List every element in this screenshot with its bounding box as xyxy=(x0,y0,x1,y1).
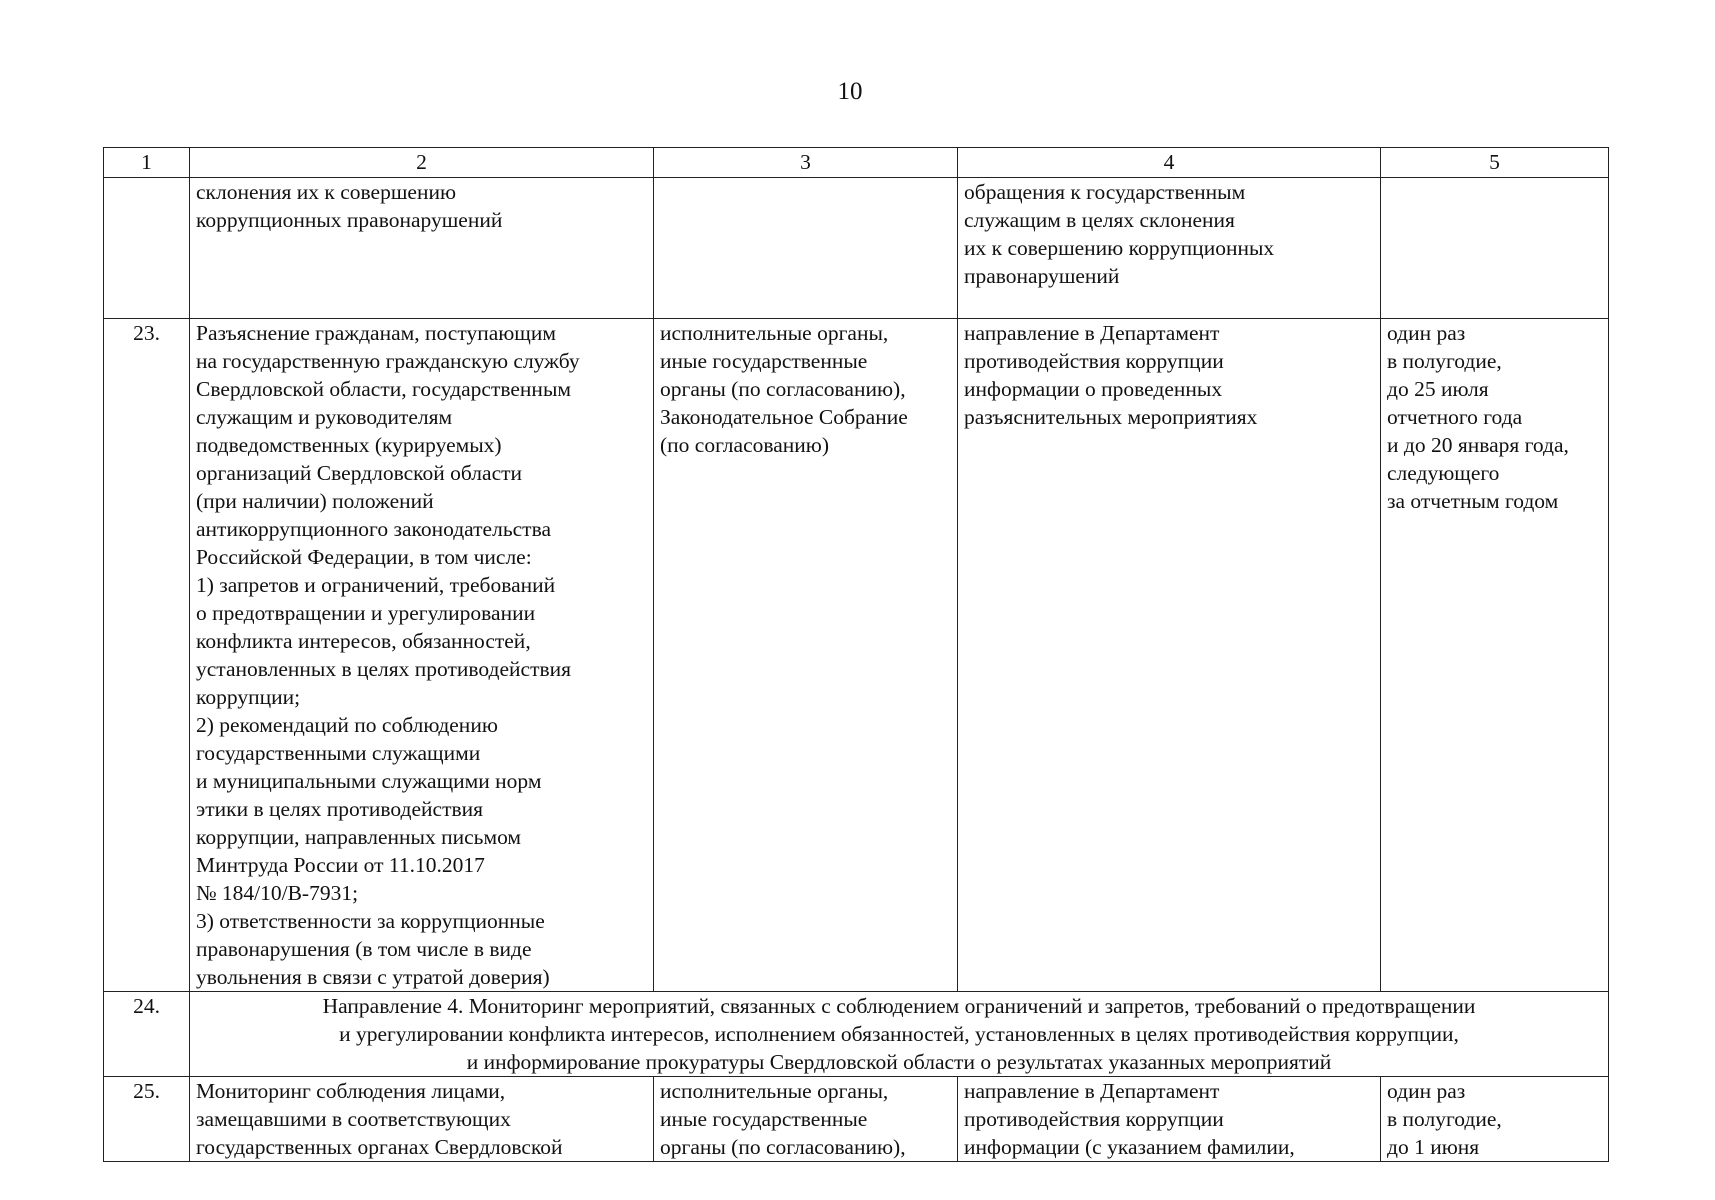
text-line: (по согласованию) xyxy=(660,433,830,457)
row-number-cell: 25. xyxy=(104,1077,190,1162)
text-line: Мониторинг соблюдения лицами, xyxy=(196,1079,506,1103)
text-line: установленных в целях противодействия xyxy=(196,657,572,681)
text-line: в полугодие, xyxy=(1387,349,1502,373)
text-line: и информирование прокуратуры Свердловской области о результатах указанных мероприятий xyxy=(466,1050,1332,1074)
text-line: исполнительные органы, xyxy=(660,321,889,345)
text-line: отчетного года xyxy=(1387,405,1523,429)
executors-cell xyxy=(654,1077,958,1162)
text-line: служащим и руководителям xyxy=(196,405,453,429)
table-row-25 xyxy=(104,1077,1609,1162)
text-line: коррупционных правонарушений xyxy=(196,208,503,232)
text-line: обращения к государственным xyxy=(964,180,1246,204)
table-row-continued xyxy=(104,178,1609,319)
text-line: Минтруда России от 11.10.2017 xyxy=(196,853,485,877)
result-form-cell xyxy=(958,178,1381,319)
deadline-cell xyxy=(1381,1077,1609,1162)
text-line: государственных органах Свердловской xyxy=(196,1135,563,1159)
text-line: 3) ответственности за коррупционные xyxy=(196,909,545,933)
measure-cell xyxy=(190,178,654,319)
result-form-cell xyxy=(958,1077,1381,1162)
text-line: антикоррупционного законодательства xyxy=(196,517,551,541)
deadline-cell xyxy=(1381,319,1609,992)
text-line: правонарушения (в том числе в виде xyxy=(196,937,532,961)
text-line: государственными служащими xyxy=(196,741,481,765)
text-line: информации (с указанием фамилии, xyxy=(964,1135,1295,1159)
row-number-cell: 23. xyxy=(104,319,190,992)
text-line: следующего xyxy=(1387,461,1500,485)
text-line: и муниципальными служащими норм xyxy=(196,769,542,793)
text-line: коррупции; xyxy=(196,685,301,709)
column-header-5: 5 xyxy=(1381,148,1609,178)
executors-cell xyxy=(654,178,958,319)
text-line: иные государственные xyxy=(660,1107,868,1131)
text-line: замещавшими в соответствующих xyxy=(196,1107,511,1131)
text-line: противодействия коррупции xyxy=(964,1107,1224,1131)
measures-table xyxy=(103,147,1609,1162)
deadline-cell xyxy=(1381,178,1609,319)
text-line: Российской Федерации, в том числе: xyxy=(196,545,532,569)
text-line: их к совершению коррупционных xyxy=(964,236,1275,260)
row-number-cell xyxy=(104,178,190,319)
text-line: увольнения в связи с утратой доверия) xyxy=(196,965,550,989)
text-line: 2) рекомендаций по соблюдению xyxy=(196,713,498,737)
table-row-24-section xyxy=(104,992,1609,1077)
text-line: разъяснительных мероприятиях xyxy=(964,405,1258,429)
text-line: Направление 4. Мониторинг мероприятий, связанных с соблюдением ограничений и запретов, требований о предотвращении xyxy=(322,994,1476,1018)
text-line: Свердловской области, государственным xyxy=(196,377,571,401)
text-line: иные государственные xyxy=(660,349,868,373)
text-line: один раз xyxy=(1387,321,1466,345)
text-line: о предотвращении и урегулировании xyxy=(196,601,536,625)
text-line: склонения их к совершению xyxy=(196,180,457,204)
text-line: конфликта интересов, обязанностей, xyxy=(196,629,531,653)
text-line: органы (по согласованию), xyxy=(660,1135,906,1159)
text-line: информации о проведенных xyxy=(964,377,1223,401)
text-line: до 1 июня xyxy=(1387,1135,1480,1159)
measure-cell xyxy=(190,319,654,992)
measure-cell xyxy=(190,1077,654,1162)
text-line: 1) запретов и ограничений, требований xyxy=(196,573,556,597)
page-number: 10 xyxy=(837,78,863,105)
text-line: правонарушений xyxy=(964,264,1120,288)
text-line: Законодательное Собрание xyxy=(660,405,908,429)
result-form-cell xyxy=(958,319,1381,992)
column-number-header-row xyxy=(104,148,1609,178)
text-line: противодействия коррупции xyxy=(964,349,1224,373)
table-row-23 xyxy=(104,319,1609,992)
text-line: на государственную гражданскую службу xyxy=(196,349,580,373)
column-header-1: 1 xyxy=(104,148,190,178)
column-header-3: 3 xyxy=(654,148,958,178)
text-line: № 184/10/В-7931; xyxy=(196,881,359,905)
text-line: направление в Департамент xyxy=(964,321,1220,345)
text-line: служащим в целях склонения xyxy=(964,208,1235,232)
text-line: направление в Департамент xyxy=(964,1079,1220,1103)
column-header-2: 2 xyxy=(190,148,654,178)
text-line: исполнительные органы, xyxy=(660,1079,889,1103)
text-line: в полугодие, xyxy=(1387,1107,1502,1131)
text-line: подведомственных (курируемых) xyxy=(196,433,502,457)
text-line: органы (по согласованию), xyxy=(660,377,906,401)
text-line: и до 20 января года, xyxy=(1387,433,1569,457)
text-line: один раз xyxy=(1387,1079,1466,1103)
text-line: организаций Свердловской области xyxy=(196,461,523,485)
text-line: коррупции, направленных письмом xyxy=(196,825,522,849)
executors-cell xyxy=(654,319,958,992)
section-heading-cell xyxy=(190,992,1609,1077)
column-header-4: 4 xyxy=(958,148,1381,178)
text-line: за отчетным годом xyxy=(1387,489,1559,513)
text-line: и урегулировании конфликта интересов, исполнением обязанностей, установленных в целях противодействия коррупции, xyxy=(339,1022,1459,1046)
row-number-cell: 24. xyxy=(104,992,190,1077)
text-line: этики в целях противодействия xyxy=(196,797,484,821)
text-line: (при наличии) положений xyxy=(196,489,434,513)
text-line: до 25 июля xyxy=(1387,377,1489,401)
text-line: Разъяснение гражданам, поступающим xyxy=(196,321,556,345)
